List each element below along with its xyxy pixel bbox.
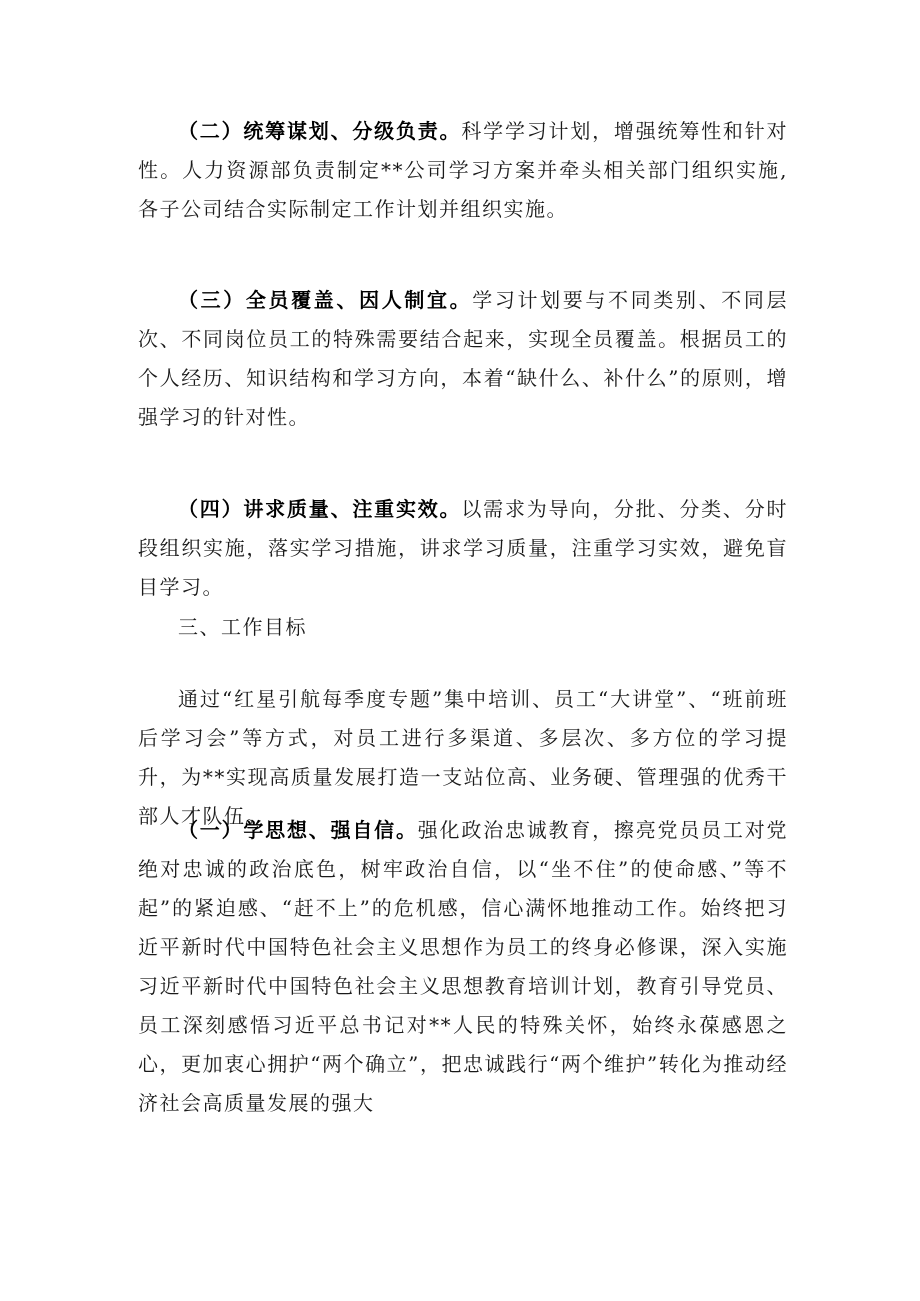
paragraph-lead: （二）统筹谋划、分级负责。 <box>178 119 462 143</box>
paragraph-full-coverage <box>138 281 788 437</box>
paragraph-lead: （四）讲求质量、注重实效。 <box>178 497 462 521</box>
paragraph-body: 通过“红星引航每季度专题”集中培训、员工“大讲堂”、“班前班后学习会”等方式，对员工进行多渠道、多层次、多方位的学习提升，为**实现高质量发展打造一支站位高、业务硬、管理强的优秀干部人才队伍。 <box>138 687 788 828</box>
section-heading-work-goals: 三、工作目标 <box>178 615 307 639</box>
paragraph-coordinated-planning <box>138 112 788 229</box>
paragraph-lead: （三）全员覆盖、因人制宜。 <box>178 288 473 312</box>
paragraph-lead: （一）学思想、强自信。 <box>178 818 418 842</box>
paragraph-body: 学习计划要与不同类别、不同层次、不同岗位员工的特殊需要结合起来，实现全员覆盖。根据员工的个人经历、知识结构和学习方向，本着“缺什么、补什么”的原则，增强学习的针对性。 <box>138 288 788 429</box>
paragraph-quality-results <box>138 490 788 607</box>
paragraph-study-thought <box>138 811 788 1123</box>
paragraph-body: 科学学习计划，增强统筹性和针对性。人力资源部负责制定**公司学习方案并牵头相关部门组织实施,各子公司结合实际制定工作计划并组织实施。 <box>138 119 789 221</box>
paragraph-body: 以需求为导向，分批、分类、分时段组织实施，落实学习措施，讲求学习质量，注重学习实效，避免盲目学习。 <box>138 497 789 599</box>
paragraph-body: 强化政治忠诚教育，擦亮党员员工对党绝对忠诚的政治底色，树牢政治自信，以“坐不住”的使命感、”等不起”的紧迫感、“赶不上”的危机感，信心满怀地推动工作。始终把习近平新时代中国特色社会主义思想作为员工的终身必修课，深入实施习近平新时代中国特色社会主义思想教育培训计划，教育引导党员、员工深刻感悟习近平总书记对**人民的特殊关怀，始终永葆感恩之心，更加衷心拥护“两个确立”，把忠诚践行“两个维护”转化为推动经济社会高质量发展的强大 <box>138 818 789 1115</box>
